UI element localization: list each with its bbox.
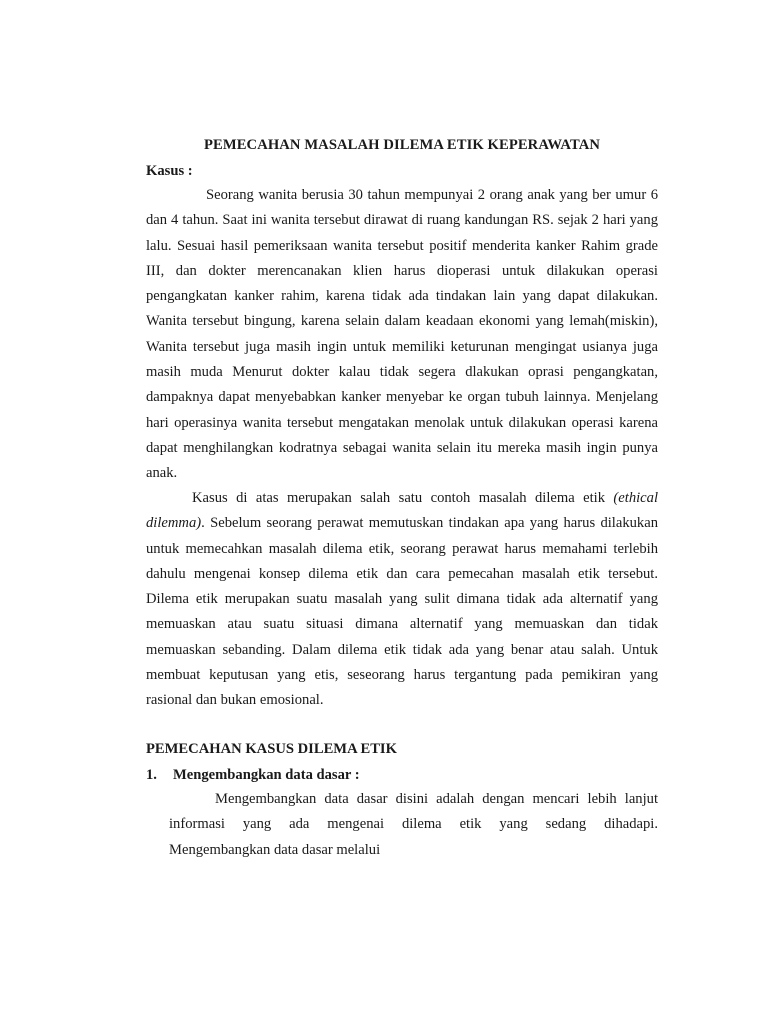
list-item-title: Mengembangkan data dasar : (173, 767, 360, 783)
basic-data-paragraph-continuation: Mengembangkan data dasar melalui (169, 842, 381, 858)
list-item-number: 1. (146, 767, 157, 783)
case-label: Kasus : (146, 163, 193, 179)
basic-data-paragraph: Mengembangkan data dasar disini adalah dengan mencari lebih lanjut informasi yang ada mengenai dilema etik yang sedang dihadapi. (169, 791, 658, 833)
dilemma-paragraph (146, 486, 658, 714)
section-heading: PEMECAHAN KASUS DILEMA ETIK (146, 741, 397, 757)
dilemma-paragraph-text-start: Kasus di atas merupakan salah satu contoh masalah dilema etik (192, 490, 614, 506)
list-item-heading (146, 767, 360, 784)
document-title: PEMECAHAN MASALAH DILEMA ETIK KEPERAWATAN (204, 137, 600, 153)
dilemma-paragraph-text-end: . Sebelum seorang perawat memutuskan tindakan apa yang harus dilakukan untuk memecahkan masalah dilema etik, seorang perawat harus memahami terlebih dahulu mengenai konsep dilema etik dan cara pemecahan masalah etik tersebut. Dilema etik merupakan suatu masalah yang sulit dimana tidak ada alternatif yang memuaskan atau suatu situasi dimana alternatif yang memuaskan dan tidak memuaskan sebanding. Dalam dilema etik tidak ada yang benar atau salah. Untuk membuat keputusan yang etis, seseorang harus tergantung pada pemikiran yang rasional dan bukan emosional. (146, 515, 658, 709)
case-paragraph: Seorang wanita berusia 30 tahun mempunyai 2 orang anak yang ber umur 6 dan 4 tahun. Saat ini wanita tersebut dirawat di ruang kandungan RS. sejak 2 hari yang lalu. Sesuai hasil pemeriksaan wanita tersebut positif menderita kanker Rahim grade III, dan dokter merencanakan klien harus dioperasi untuk dilakukan operasi pengangkatan kanker rahim, karena tidak ada tindakan lain yang dapat dilakukan. Wanita tersebut bingung, karena selain dalam keadaan ekonomi yang lemah(miskin), Wanita tersebut juga masih ingin untuk memiliki keturunan mengingat usianya juga masih muda Menurut dokter kalau tidak segera dlakukan oprasi pengangkatan, dampaknya dapat menyebabkan kanker menyebar ke organ tubuh lainnya. Menjelang hari operasinya wanita tersebut mengatakan menolak untuk dilakukan operasi karena dapat menghilangkan kodratnya sebagai wanita selain itu mereka masih ingin punya anak. (146, 187, 658, 482)
ethical-dilemma-term: (ethical dilemma) (146, 490, 658, 532)
